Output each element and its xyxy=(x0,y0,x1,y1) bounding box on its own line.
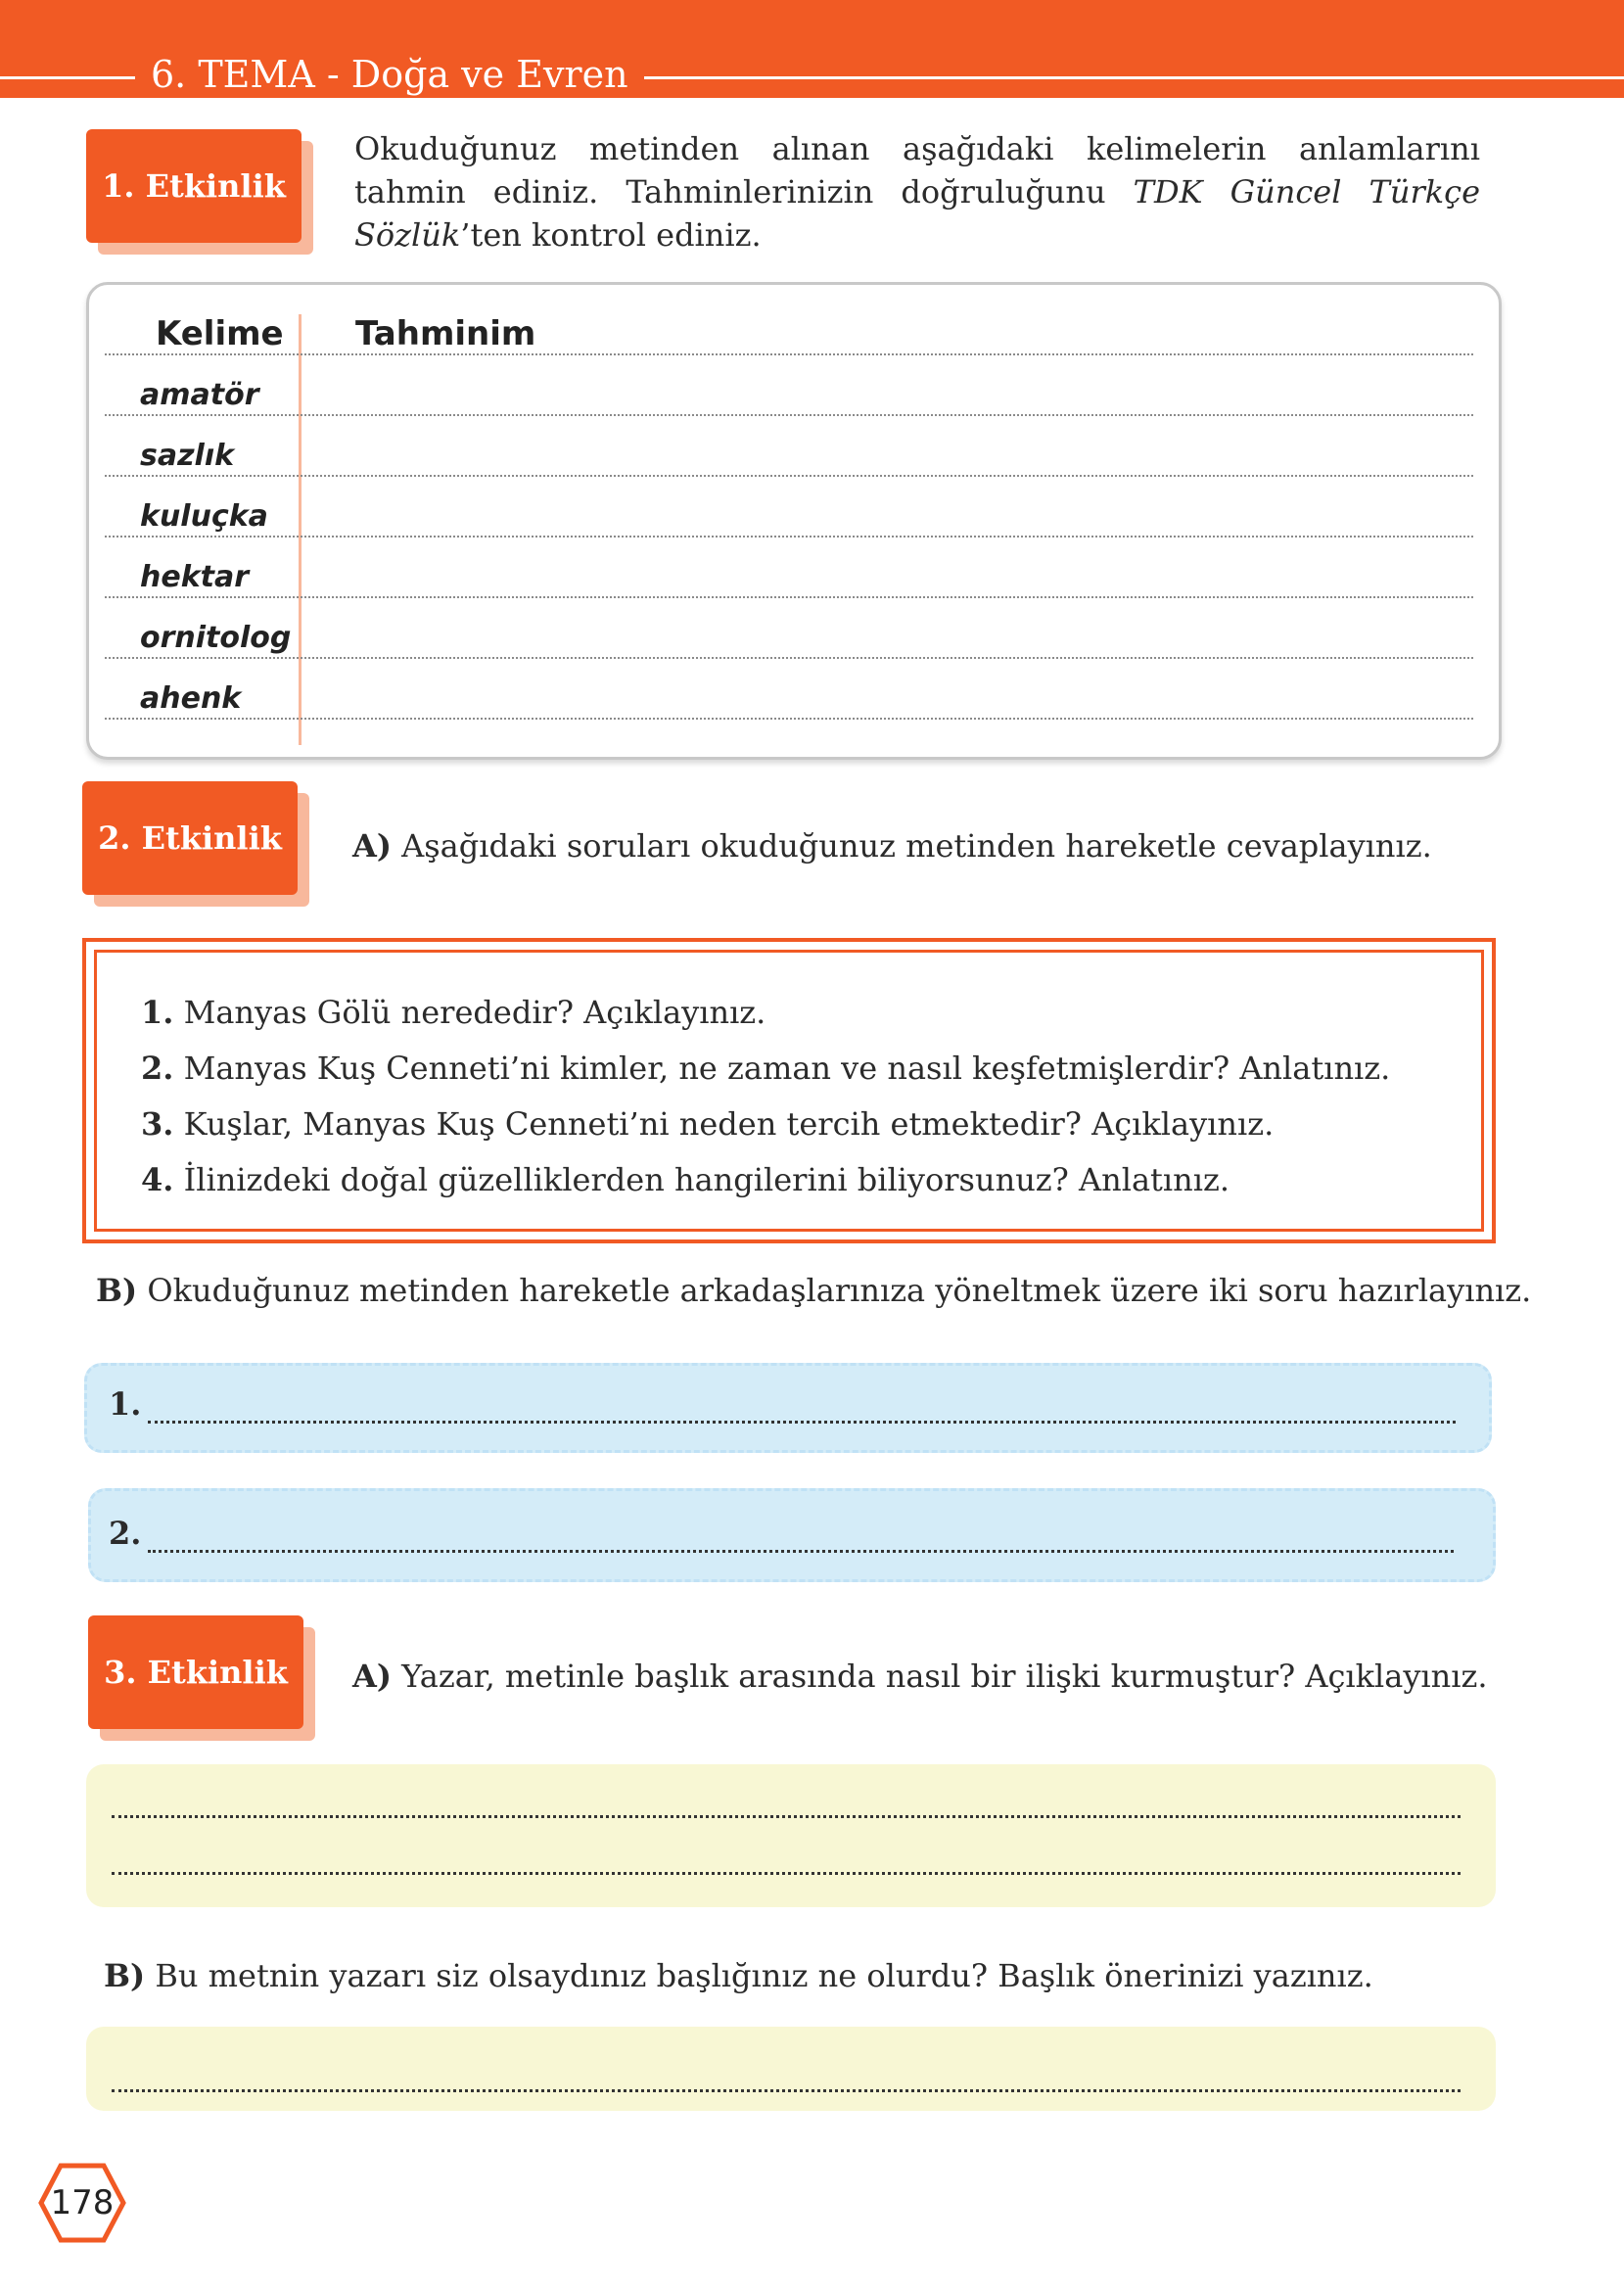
activity-2b-prompt: B) Okuduğunuz metinden hareketle arkadaşlarınıza yöneltmek üzere iki soru hazırlayınız. xyxy=(96,1272,1532,1309)
table-header-row xyxy=(105,299,1473,355)
column-word-header: Kelime xyxy=(156,314,284,353)
word-row[interactable]: ahenk xyxy=(105,663,1473,720)
question-item: 4. İlinizdeki doğal güzelliklerden hangilerini biliyorsunuz? Anlatınız. xyxy=(141,1161,1230,1198)
dictionary-name: TDK Güncel Türkçe Sözlük xyxy=(354,173,1481,254)
word-row[interactable]: hektar xyxy=(105,541,1473,598)
question-answer-field-2[interactable]: 2. xyxy=(88,1488,1496,1582)
activity-3b-prompt: B) Bu metnin yazarı siz olsaydınız başlığınız ne olurdu? Başlık önerinizi yazınız. xyxy=(104,1957,1373,1994)
question-box xyxy=(82,938,1496,1243)
activity-3a-prompt: A) Yazar, metinle başlık arasında nasıl bir ilişki kurmuştur? Açıklayınız. xyxy=(352,1658,1488,1695)
word-row[interactable]: ornitolog xyxy=(105,602,1473,659)
question-answer-field-1[interactable]: 1. xyxy=(84,1363,1492,1453)
page-number: 178 xyxy=(37,2162,127,2244)
activity-2a-prompt: A) Aşağıdaki soruları okuduğunuz metinden hareketle cevaplayınız. xyxy=(352,827,1432,865)
question-item: 3. Kuşlar, Manyas Kuş Cenneti’ni neden tercih etmektedir? Açıklayınız. xyxy=(141,1105,1275,1143)
theme-title: 6. TEMA - Doğa ve Evren xyxy=(135,53,644,96)
word-row[interactable]: kuluçka xyxy=(105,481,1473,538)
word-row[interactable]: amatör xyxy=(105,359,1473,416)
question-item: 1. Manyas Gölü nerededir? Açıklayınız. xyxy=(141,994,766,1031)
activity-3a-answer-field[interactable] xyxy=(86,1764,1496,1907)
word-guess-table xyxy=(86,282,1502,760)
column-guess-header: Tahminim xyxy=(355,314,536,353)
word-row[interactable]: sazlık xyxy=(105,420,1473,477)
activity-1-instruction: Okuduğunuz metinden alınan aşağıdaki kelimelerin anlamlarını tahmin ediniz. Tahminlerinizin doğruluğunu TDK Güncel Türkçe Sözlük’ten kontrol ediniz. xyxy=(354,130,1481,254)
question-item: 2. Manyas Kuş Cenneti’ni kimler, ne zaman ve nasıl keşfetmişlerdir? Anlatınız. xyxy=(141,1050,1391,1087)
activity-3b-answer-field[interactable] xyxy=(86,2027,1496,2111)
